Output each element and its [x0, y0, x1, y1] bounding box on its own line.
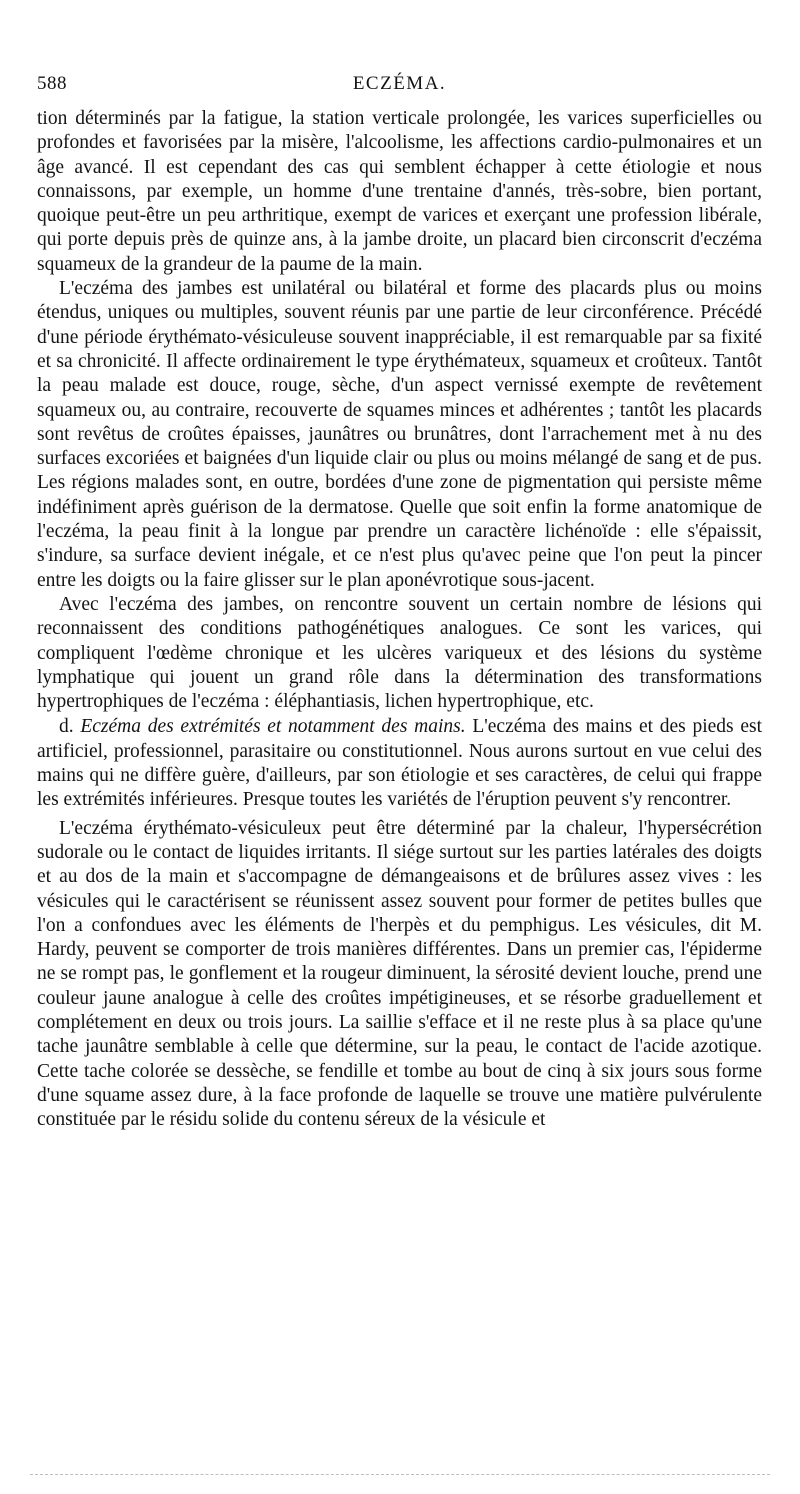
paragraph-5: L'eczéma érythémato-vésiculeux peut être déterminé par la chaleur, l'hypersécrétion sudorale ou le contact de liquides irritants. Il siége surtout sur les parties latérales des doigts et au dos de la main et s'accompagne de démangeaisons et de brûlures assez vives : les vésicules qui le caractérisent se réunissent assez souvent pour former de petites bulles que l'on a confondues avec les éléments de l'herpès et du pemphigus. Les vésicules, dit M. Hardy, peuvent se comporter de trois manières différentes. Dans un premier cas, l'épiderme ne se rompt pas, le gonflement et la rougeur diminuent, la sérosité devient louche, prend une couleur jaune analogue à celle des croûtes impétigineuses, et se résorbe graduellement et complétement en deux ou trois jours. La saillie s'efface et il ne reste plus à sa place qu'une tache jaunâtre semblable à celle que détermine, sur la peau, le contact de l'acide azotique. Cette tache colorée se dessèche, se fendille et tombe au bout de cinq à six jours sous forme d'une squame assez dure, à la face profonde de laquelle se trouve une matière pulvérulente constituée par le résidu solide du contenu séreux de la vésicule et: [37, 817, 762, 1131]
running-title: ECZÉMA.: [352, 73, 447, 94]
paragraph-2: L'eczéma des jambes est unilatéral ou bilatéral et forme des placards plus ou moins étendus, uniques ou multiples, souvent réunis par une partie de leur circonférence. Précédé d'une période érythémato-vésiculeuse souvent inappréciable, il est remarquable par sa fixité et sa chronicité. Il affecte ordinairement le type érythémateux, squameux et croûteux. Tantôt la peau malade est douce, rouge, sèche, d'un aspect vernissé exempte de revêtement squameux ou, au contraire, recouverte de squames minces et adhérentes ; tantôt les placards sont revêtus de croûtes épaisses, jaunâtres ou brunâtres, dont l'arrachement met à nu des surfaces excoriées et baignées d'un liquide clair ou plus ou moins mélangé de sang et de pus. Les régions malades sont, en outre, bordées d'une zone de pigmentation qui persiste même indéfiniment après guérison de la dermatose. Quelle que soit enfin la forme anatomique de l'eczéma, la peau finit à la longue par prendre un caractère lichénoïde : elle s'épaissit, s'indure, sa surface devient inégale, et ce n'est plus qu'avec peine que l'on peut la pincer entre les doigts ou la faire glisser sur le plan aponévrotique sous-jacent.: [37, 278, 762, 591]
page-body: [37, 107, 762, 1132]
section-heading: Eczéma des extrémités et notamment des mains.: [80, 716, 466, 738]
page-header: [37, 73, 762, 103]
paragraph-4-text: L'eczéma des mains et des pieds est artificiel, professionnel, parasitaire ou constitutionnel. Nous aurons surtout en vue celui des mains qui ne diffère guère, d'ailleurs, par son étiologie et ses caractères, de celui qui frappe les extrémités inférieures. Presque toutes les variétés de l'éruption peuvent s'y rencontrer.: [37, 716, 762, 811]
page-number: 588: [37, 73, 67, 94]
section-label: d.: [59, 716, 74, 738]
bottom-scan-artifact-line: [30, 1474, 770, 1475]
paragraph-1: tion déterminés par la fatigue, la station verticale prolongée, les varices superficielles ou profondes et favorisées par la misère, l'alcoolisme, les affections cardio-pulmonaires et un âge avancé. Il est cependant des cas qui semblent échapper à cette étiologie et nous connaissons, par exemple, un homme d'une trentaine d'annés, très-sobre, bien portant, quoique peut-être un peu arthritique, exempt de varices et exerçant une profession libérale, qui porte depuis près de quinze ans, à la jambe droite, un placard bien circonscrit d'eczéma squameux de la grandeur de la paume de la main.: [37, 108, 762, 275]
paragraph-3: Avec l'eczéma des jambes, on rencontre souvent un certain nombre de lésions qui reconnaissent des conditions pathogénétiques analogues. Ce sont les varices, qui compliquent l'œdème chronique et les ulcères variqueux et des lésions du système lymphatique qui jouent un grand rôle dans la détermination des transformations hypertrophiques de l'eczéma : éléphantiasis, lichen hypertrophique, etc.: [37, 593, 762, 713]
paragraph-4: [37, 715, 762, 812]
